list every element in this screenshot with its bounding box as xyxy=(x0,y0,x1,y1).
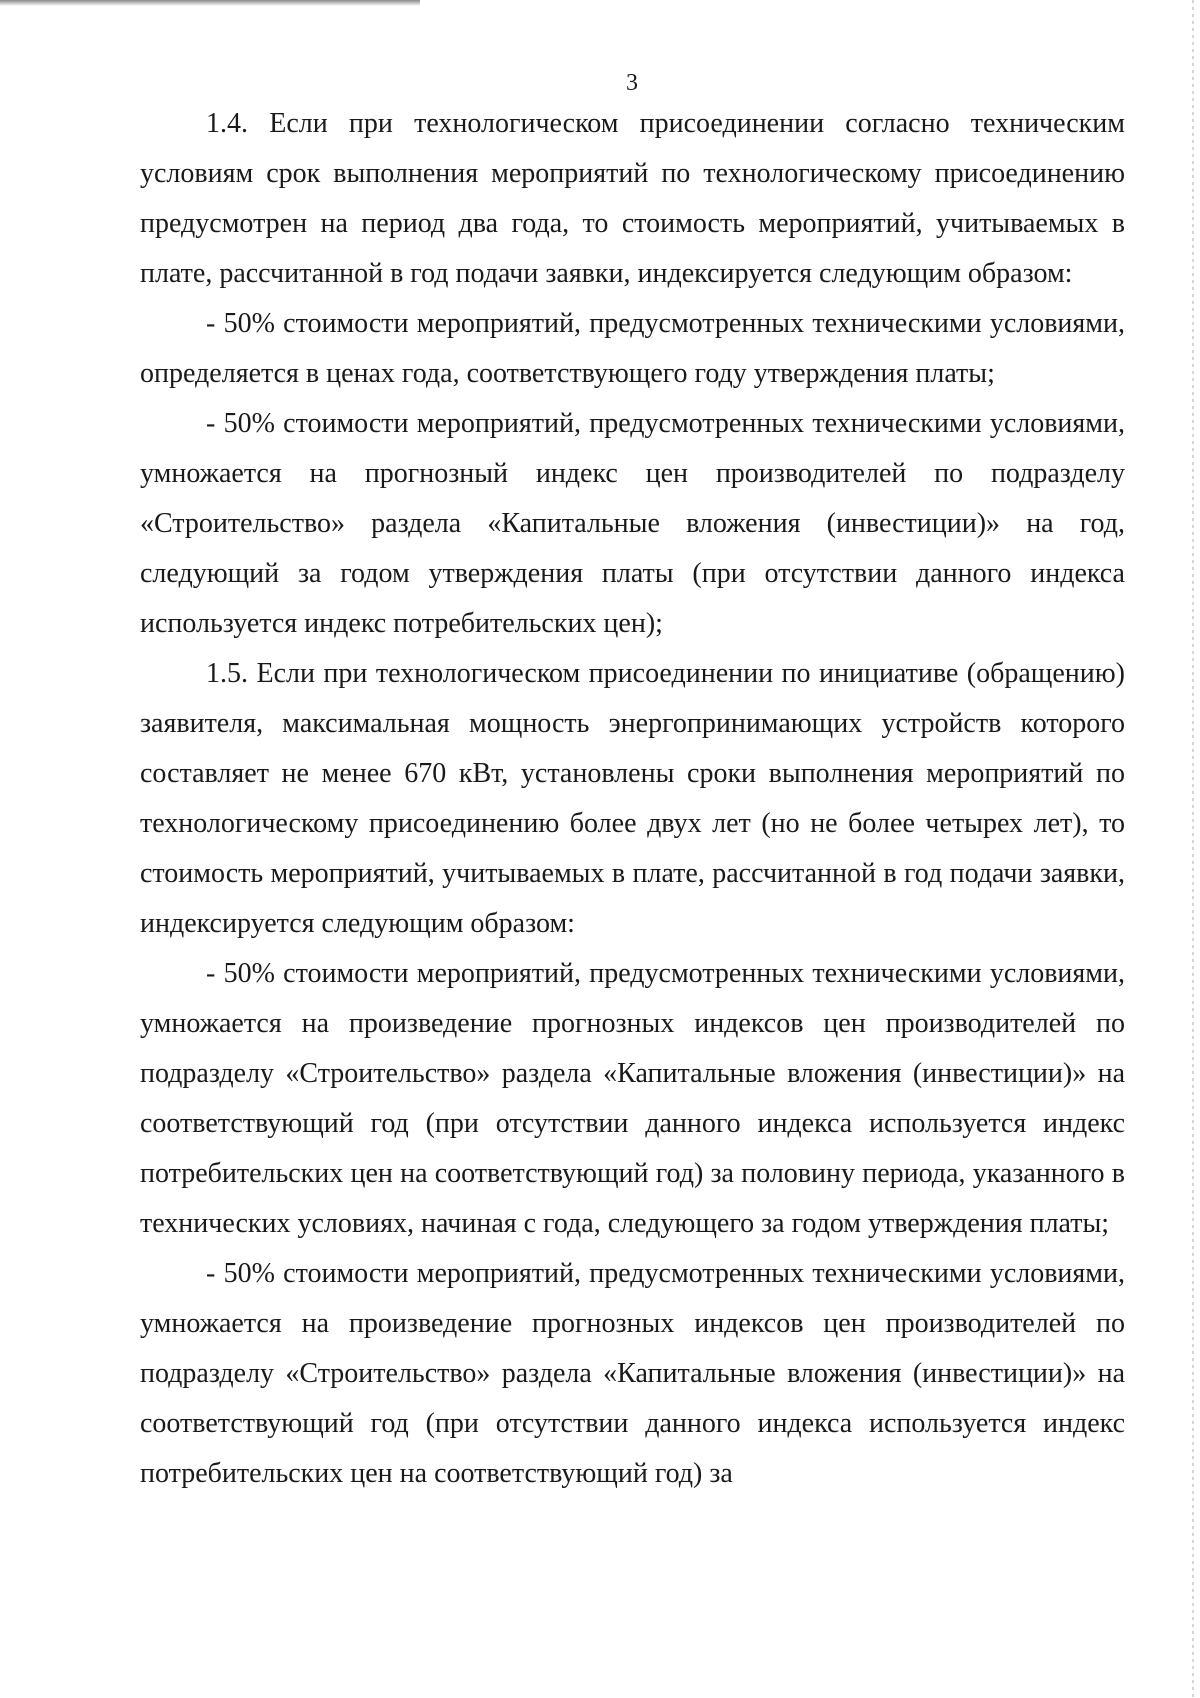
scan-shadow-right xyxy=(1192,0,1194,1698)
paragraph-1-4-item-1: - 50% стоимости мероприятий, предусмотренных техническими условиями, определяется в ценах года, соответствующего году утверждения платы; xyxy=(140,308,1125,389)
page-number: 3 xyxy=(626,70,639,96)
paragraph-1-5: 1.5. Если при технологическом присоединении по инициативе (обращению) заявителя, максимальная мощность энергопринимающих устройств которого составляет не менее 670 кВт, установлены сроки выполнения мероприятий по технологическому присоединению более двух лет (но не более четырех лет), то стоимость мероприятий, учитываемых в плате, рассчитанной в год подачи заявки, индексируется следующим образом: xyxy=(140,658,1125,939)
paragraph-1-4-item-2: - 50% стоимости мероприятий, предусмотренных техническими условиями, умножается на прогнозный индекс цен производителей по подразделу «Строительство» раздела «Капитальные вложения (инвестиции)» на год, следующий за годом утверждения платы (при отсутствии данного индекса используется индекс потребительских цен); xyxy=(140,408,1125,639)
document-page xyxy=(140,70,1125,1499)
paragraph-1-5-item-2: - 50% стоимости мероприятий, предусмотренных техническими условиями, умножается на произведение прогнозных индексов цен производителей по подразделу «Строительство» раздела «Капитальные вложения (инвестиции)» на соответствующий год (при отсутствии данного индекса используется индекс потребительских цен на соответствующий год) за xyxy=(140,1258,1125,1489)
paragraph-1-5-item-1: - 50% стоимости мероприятий, предусмотренных техническими условиями, умножается на произведение прогнозных индексов цен производителей по подразделу «Строительство» раздела «Капитальные вложения (инвестиции)» на соответствующий год (при отсутствии данного индекса используется индекс потребительских цен на соответствующий год) за половину периода, указанного в технических условиях, начиная с года, следующего за годом утверждения платы; xyxy=(140,958,1125,1239)
scan-shadow-top xyxy=(0,0,420,6)
paragraph-1-4: 1.4. Если при технологическом присоединении согласно техническим условиям срок выполнения мероприятий по технологическому присоединению предусмотрен на период два года, то стоимость мероприятий, учитываемых в плате, рассчитанной в год подачи заявки, индексируется следующим образом: xyxy=(140,108,1125,289)
